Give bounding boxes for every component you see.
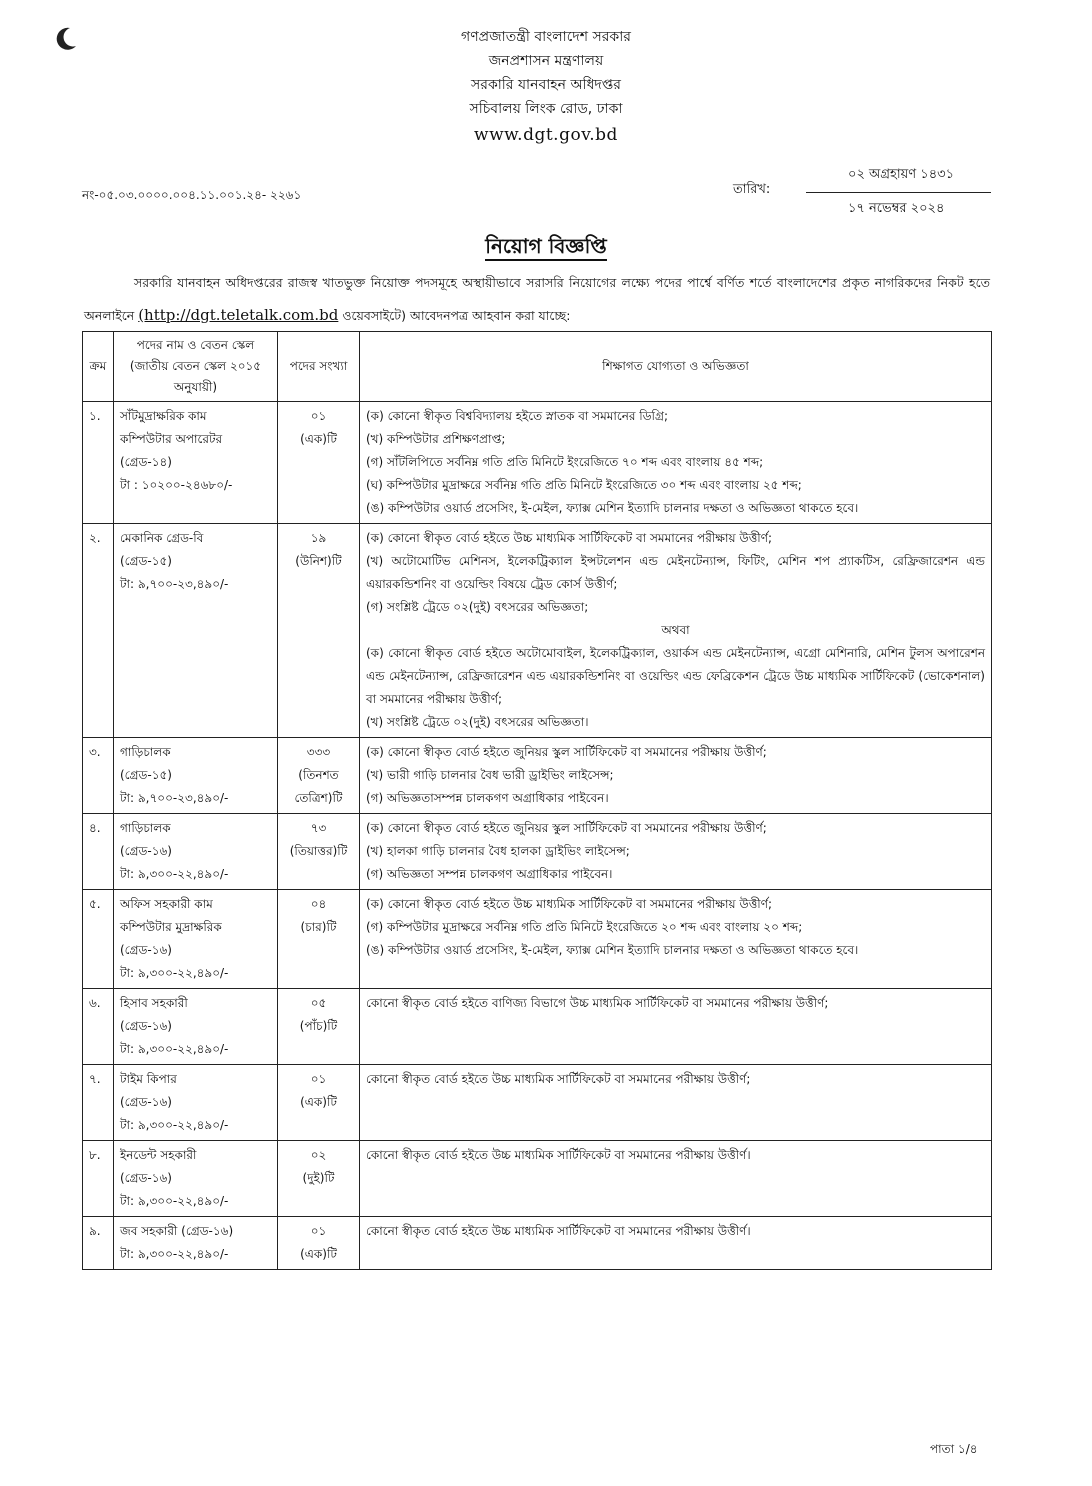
qualification-cell [360, 814, 992, 890]
header-post: পদের নাম ও বেতন স্কেল (জাতীয় বেতন স্কেল ২০১৫ অনুযায়ী) [114, 332, 278, 402]
post-line: টা: ৯,৭০০-২৩,৪৯০/- [120, 577, 229, 591]
letterhead [0, 25, 1092, 147]
post-line: গাড়িচালক [120, 745, 171, 759]
post-line: গাড়িচালক [120, 821, 171, 835]
post-line: কম্পিউটার মুদ্রাক্ষরিক [120, 920, 222, 934]
post-line: (গ্রেড-১৬) [120, 1019, 172, 1033]
count-line: ০১ [310, 409, 327, 423]
address: সচিবালয় লিংক রোড, ঢাকা [469, 101, 623, 117]
post-line: টা: ৯,৭০০-২৩,৪৯০/- [120, 791, 229, 805]
post-line: টা: ৯,৩০০-২২,৪৯০/- [120, 1118, 229, 1132]
memo-number: নং-০৫.০৩.০০০০.০০৪.১১.০০১.২৪- ২২৬১ [82, 188, 302, 202]
count-cell [278, 402, 360, 524]
count-line: (তিনশত [298, 768, 339, 782]
count-line: (তিয়াত্তর)টি [289, 844, 348, 858]
table-row [83, 524, 992, 738]
date-bangla: ০২ অগ্রহায়ণ ১৪৩১ [848, 167, 955, 182]
header-qualification: শিক্ষাগত যোগ্যতা ও অভিজ্ঞতা [360, 332, 992, 402]
header-serial: ক্রম [83, 332, 114, 402]
post-line: টা: ৯,৩০০-২২,৪৯০/- [120, 867, 229, 881]
count-cell [278, 890, 360, 989]
count-cell [278, 1217, 360, 1270]
qualification-item: (ক) কোনো স্বীকৃত বোর্ড হইতে অটোমোবাইল, ইলেকট্রিক্যাল, ওয়ার্কস এন্ড মেইনটেন্যান্স, এগ্রো মেশিনারি, মেশিন টুলস অপারেশন এন্ড মেইনটেন্যান্স, রেফ্রিজারেশন এন্ড এয়ারকন্ডিশনিং বা ওয়েল্ডিং এন্ড ফেব্রিকেশন ট্রেডে উচ্চ মাধ্যমিক সার্টিফিকেট (ভোকেশনাল) বা সমমানের পরীক্ষায় উত্তীর্ণ; [366, 646, 985, 706]
serial-cell: ৯. [83, 1217, 114, 1270]
qualification-item: (ঙ) কম্পিউটার ওয়ার্ড প্রসেসিং, ই-মেইল, ফ্যাক্স মেশিন ইত্যাদি চালনার দক্ষতা ও অভিজ্ঞতা থাকতে হবে। [366, 943, 859, 957]
post-line: (গ্রেড-১৫) [120, 768, 172, 782]
serial-cell: ৫. [83, 890, 114, 989]
count-line: (উনিশ)টি [295, 554, 342, 568]
qualification-item: (ঘ) কম্পিউটার মুদ্রাক্ষরে সর্বনিম্ন গতি প্রতি মিনিটে ইংরেজিতে ৩০ শব্দ এবং বাংলায় ২৫ শব্দ; [366, 478, 802, 492]
vacancy-table [82, 331, 992, 1270]
count-line: ১৯ [310, 531, 327, 545]
qualification-cell [360, 1217, 992, 1270]
post-line: (গ্রেড-১৬) [120, 943, 172, 957]
intro-text: সরকারি যানবাহন অধিদপ্তরের রাজস্ব খাতভুক্ত নিয়োক্ত পদসমূহে অস্থায়ীভাবে সরাসরি নিয়োগের লক্ষ্যে পদের পার্শ্বে বর্ণিত শর্তে বাংলাদেশের প্রকৃত নাগরিকদের নিকট হতে অনলাইনে [84, 275, 990, 323]
qualification-item: কোনো স্বীকৃত বোর্ড হইতে উচ্চ মাধ্যমিক সার্টিফিকেট বা সমমানের পরীক্ষায় উত্তীর্ণ। [366, 1148, 751, 1162]
post-line: কম্পিউটার অপারেটর [120, 432, 223, 446]
qualification-item: (গ) অভিজ্ঞতা সম্পন্ন চালকগণ অগ্রাধিকার পাইবেন। [366, 867, 613, 881]
count-line: (এক)টি [300, 1247, 337, 1261]
count-line: (চার)টি [300, 920, 337, 934]
post-cell [114, 1065, 278, 1141]
notice-title: নিয়োগ বিজ্ঞপ্তি [0, 232, 1092, 265]
qualification-item: (গ) অভিজ্ঞতাসম্পন্ন চালকগণ অগ্রাধিকার পাইবেন। [366, 791, 609, 805]
qualification-item: কোনো স্বীকৃত বোর্ড হইতে উচ্চ মাধ্যমিক সার্টিফিকেট বা সমমানের পরীক্ষায় উত্তীর্ণ। [366, 1224, 751, 1238]
count-line: ০১ [310, 1072, 327, 1086]
count-line: (পাঁচ)টি [299, 1019, 338, 1033]
post-cell [114, 524, 278, 738]
date-label: তারিখ: [733, 182, 771, 197]
count-line: (দুই)টি [302, 1171, 335, 1185]
post-line: টাইম কিপার [120, 1072, 177, 1086]
count-line: ০৫ [310, 996, 327, 1010]
qualification-item: কোনো স্বীকৃত বোর্ড হইতে উচ্চ মাধ্যমিক সার্টিফিকেট বা সমমানের পরীক্ষায় উত্তীর্ণ; [366, 1072, 751, 1086]
qualification-item: (ক) কোনো স্বীকৃত বোর্ড হইতে জুনিয়র স্কুল সার্টিফিকেট বা সমমানের পরীক্ষায় উত্তীর্ণ; [366, 821, 767, 835]
serial-cell: ৬. [83, 989, 114, 1065]
table-header-row [83, 332, 992, 402]
table-row [83, 738, 992, 814]
count-cell [278, 1065, 360, 1141]
qualification-cell [360, 524, 992, 738]
qualification-item: (খ) হালকা গাড়ি চালনার বৈধ হালকা ড্রাইভিং লাইসেন্স; [366, 844, 630, 858]
qualification-item: (খ) কম্পিউটার প্রশিক্ষণপ্রাপ্ত; [366, 432, 506, 446]
count-line: ০২ [310, 1148, 327, 1162]
count-line: ০৪ [310, 897, 327, 911]
date-divider [806, 192, 991, 193]
post-cell [114, 1217, 278, 1270]
serial-cell: ৭. [83, 1065, 114, 1141]
post-line: হিসাব সহকারী [120, 996, 188, 1010]
qualification-item: (ক) কোনো স্বীকৃত বিশ্ববিদ্যালয় হইতে স্নাতক বা সমমানের ডিগ্রি; [366, 409, 669, 423]
count-cell [278, 989, 360, 1065]
count-cell [278, 524, 360, 738]
post-line: টা: ৯,৩০০-২২,৪৯০/- [120, 1042, 229, 1056]
post-line: (গ্রেড-১৬) [120, 1171, 172, 1185]
qualification-cell [360, 1065, 992, 1141]
count-line: ৭৩ [310, 821, 327, 835]
website: www.dgt.gov.bd [474, 125, 618, 145]
post-line: (গ্রেড-১৪) [120, 455, 172, 469]
qualification-item: (ক) কোনো স্বীকৃত বোর্ড হইতে উচ্চ মাধ্যমিক সার্টিফিকেট বা সমমানের পরীক্ষায় উত্তীর্ণ; [366, 897, 773, 911]
post-line: টা: ৯,৩০০-২২,৪৯০/- [120, 966, 229, 980]
qualification-item: (গ) কম্পিউটার মুদ্রাক্ষরে সর্বনিম্ন গতি প্রতি মিনিটে ইংরেজিতে ২০ শব্দ এবং বাংলায় ২০ শব্দ; [366, 920, 803, 934]
header-count: পদের সংখ্যা [278, 332, 360, 402]
govt-name: গণপ্রজাতন্ত্রী বাংলাদেশ সরকার [461, 29, 631, 45]
post-cell [114, 738, 278, 814]
count-cell [278, 814, 360, 890]
intro-text-end: ওয়েবসাইটে) আবেদনপত্র আহবান করা যাচ্ছে: [338, 308, 571, 323]
post-cell [114, 1141, 278, 1217]
qualification-item: (খ) ভারী গাড়ি চালনার বৈধ ভারী ড্রাইভিং লাইসেন্স; [366, 768, 614, 782]
serial-cell: ৩. [83, 738, 114, 814]
serial-cell: ৮. [83, 1141, 114, 1217]
table-row [83, 1065, 992, 1141]
count-line: (এক)টি [300, 432, 337, 446]
post-line: টা: ৯,৩০০-২২,৪৯০/- [120, 1247, 229, 1261]
serial-cell: ৪. [83, 814, 114, 890]
table-row [83, 1217, 992, 1270]
post-line: জব সহকারী (গ্রেড-১৬) [120, 1224, 234, 1238]
qualification-item: কোনো স্বীকৃত বোর্ড হইতে বাণিজ্য বিভাগে উচ্চ মাধ্যমিক সার্টিফিকেট বা সমমানের পরীক্ষায় উত্তীর্ণ; [366, 996, 829, 1010]
qualification-cell [360, 890, 992, 989]
application-url: (http://dgt.teletalk.com.bd [138, 306, 339, 324]
qualification-item: অথবা [661, 623, 690, 637]
qualification-cell [360, 402, 992, 524]
post-line: (গ্রেড-১৫) [120, 554, 172, 568]
count-line: (এক)টি [300, 1095, 337, 1109]
qualification-cell [360, 738, 992, 814]
table-row [83, 814, 992, 890]
qualification-cell [360, 989, 992, 1065]
post-line: টা: ৯,৩০০-২২,৪৯০/- [120, 1194, 229, 1208]
qualification-item: (ঙ) কম্পিউটার ওয়ার্ড প্রসেসিং, ই-মেইল, ফ্যাক্স মেশিন ইত্যাদি চালনার দক্ষতা ও অভিজ্ঞতা থাকতে হবে। [366, 501, 859, 515]
post-cell [114, 814, 278, 890]
qualification-item: (গ) সাঁটলিপিতে সর্বনিম্ন গতি প্রতি মিনিটে ইংরেজিতে ৭০ শব্দ এবং বাংলায় ৪৫ শব্দ; [366, 455, 764, 469]
post-line: সাঁটমুদ্রাক্ষরিক কাম [120, 409, 207, 423]
count-cell [278, 1141, 360, 1217]
post-line: মেকানিক গ্রেড-বি [120, 531, 204, 545]
count-line: ৩৩৩ [306, 745, 331, 759]
post-line: (গ্রেড-১৬) [120, 844, 172, 858]
qualification-item: (খ) সংশ্লিষ্ট ট্রেডে ০২(দুই) বৎসরের অভিজ্ঞতা। [366, 715, 589, 729]
table-row [83, 989, 992, 1065]
count-line: তেত্রিশ)টি [294, 791, 343, 805]
serial-cell: ১. [83, 402, 114, 524]
ministry-name: জনপ্রশাসন মন্ত্রণালয় [488, 53, 604, 69]
serial-cell: ২. [83, 524, 114, 738]
department-name: সরকারি যানবাহন অধিদপ্তর [471, 77, 621, 93]
qualification-cell [360, 1141, 992, 1217]
post-line: টা : ১০২০০-২৪৬৮০/- [120, 478, 233, 492]
count-cell [278, 738, 360, 814]
table-row [83, 890, 992, 989]
table-row [83, 1141, 992, 1217]
post-cell [114, 890, 278, 989]
post-line: অফিস সহকারী কাম [120, 897, 213, 911]
date-english: ১৭ নভেম্বর ২০২৪ [848, 201, 945, 216]
post-line: (গ্রেড-১৬) [120, 1095, 172, 1109]
post-line: ইনডেন্ট সহকারী [120, 1148, 197, 1162]
qualification-item: (ক) কোনো স্বীকৃত বোর্ড হইতে জুনিয়র স্কুল সার্টিফিকেট বা সমমানের পরীক্ষায় উত্তীর্ণ; [366, 745, 767, 759]
post-cell [114, 402, 278, 524]
qualification-item: (ক) কোনো স্বীকৃত বোর্ড হইতে উচ্চ মাধ্যমিক সার্টিফিকেট বা সমমানের পরীক্ষায় উত্তীর্ণ; [366, 531, 773, 545]
count-line: ০১ [310, 1224, 327, 1238]
page-number: পাতা ১/৪ [930, 1442, 978, 1456]
qualification-item: (খ) অটোমোটিভ মেশিনস, ইলেকট্রিক্যাল ইন্সটলেশন এন্ড মেইনটেন্যান্স, ফিটিং, মেশিন শপ প্র্যাকটিস, রেফ্রিজারেশন এন্ড এয়ারকন্ডিশনিং বা ওয়েল্ডিং বিষয়ে ট্রেড কোর্স উত্তীর্ণ; [366, 554, 985, 591]
post-cell [114, 989, 278, 1065]
intro-paragraph [84, 266, 990, 332]
qualification-item: (গ) সংশ্লিষ্ট ট্রেডে ০২(দুই) বৎসরের অভিজ্ঞতা; [366, 600, 589, 614]
table-row [83, 402, 992, 524]
